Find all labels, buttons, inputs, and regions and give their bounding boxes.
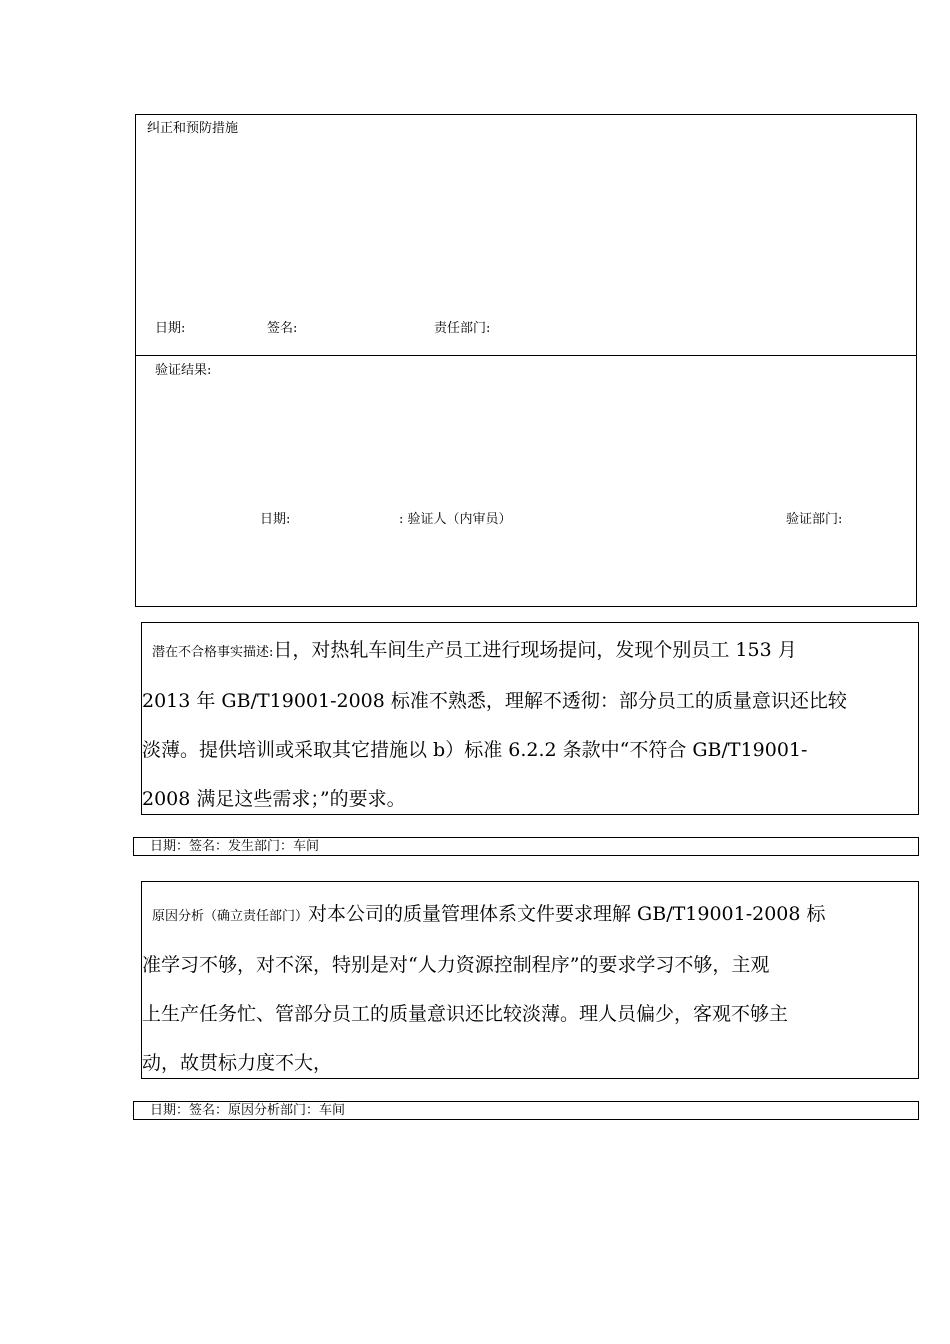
cause-line-2: 准学习不够，对不深，特别是对“人力资源控制程序”的要求学习不够，主观 <box>142 954 770 976</box>
cause-lead: 原因分析（确立责任部门） <box>152 909 309 924</box>
cause-line-4: 动，故贯标力度不大， <box>142 1052 333 1074</box>
cause-analysis-footer: 日期：签名：原因分析部门：车间 <box>133 1101 919 1120</box>
cause-line-3: 上生产任务忙、管部分员工的质量意识还比较淡薄。理人员偏少，客观不够主 <box>142 1003 789 1025</box>
verification-date-label: 日期: <box>260 512 291 527</box>
corrective-measures-title: 纠正和预防措施 <box>147 121 239 136</box>
verification-result-title: 验证结果: <box>155 363 212 378</box>
responsible-dept-label: 责任部门: <box>434 321 491 336</box>
nonconformity-lead: 潜在不合格事实描述: <box>152 645 274 660</box>
verifier-label: : 验证人（内审员） <box>399 512 512 527</box>
nonconformity-line-3: 淡薄。提供培训或采取其它措施以 b）标准 6.2.2 条款中“不符合 GB/T19001- <box>142 739 808 761</box>
nonconformity-description <box>142 626 918 824</box>
nonconformity-line-2: 2013 年 GB/T19001-2008 标准不熟悉，理解不透彻：部分员工的质量意识还比较 <box>142 690 847 712</box>
cause-line-1: 原因分析（确立责任部门）对本公司的质量管理体系文件要求理解 GB/T19001-2008 标 <box>152 903 826 925</box>
nonconformity-line-4: 2008 满足这些需求；”的要求。 <box>142 788 406 810</box>
corrective-sign-label: 签名: <box>267 321 298 336</box>
corrective-date-label: 日期: <box>155 321 186 336</box>
corrective-action-table <box>135 114 917 607</box>
cause-analysis-description <box>142 890 918 1088</box>
verification-dept-label: 验证部门: <box>786 512 843 527</box>
nonconformity-footer: 日期：签名：发生部门：车间 <box>133 837 919 856</box>
section-divider <box>136 355 916 356</box>
nonconformity-line-1: 潜在不合格事实描述:日，对热轧车间生产员工进行现场提问，发现个别员工 153 月 <box>152 639 797 661</box>
